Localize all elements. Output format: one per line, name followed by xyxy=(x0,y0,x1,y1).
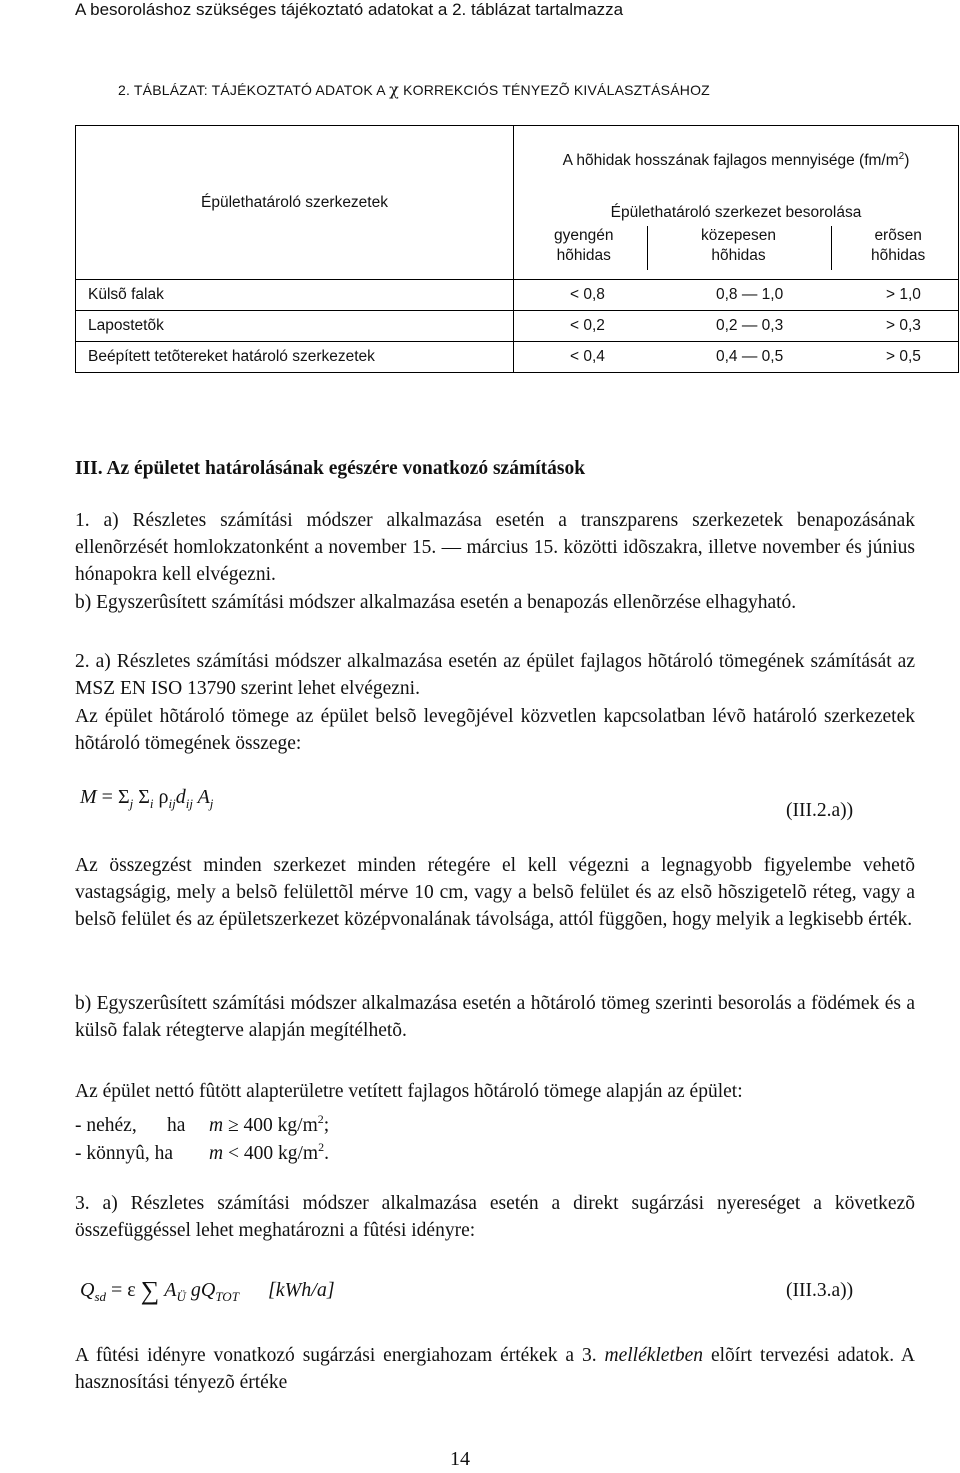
heavy-value: 400 kg/m xyxy=(243,1115,318,1136)
eq2-sub-u: Ü xyxy=(176,1289,186,1304)
paragraph-2d xyxy=(75,990,915,1044)
category-weak-l1: gyengén xyxy=(554,227,614,244)
eq2-gq: gQ xyxy=(190,1279,216,1301)
light-sup: 2 xyxy=(318,1140,325,1154)
table-caption-prefix: 2. TÁBLÁZAT: TÁJÉKOZTATÓ ADATOK A xyxy=(118,82,385,98)
eq2-unit: [kWh/a] xyxy=(267,1279,335,1301)
heavy-if: ha xyxy=(167,1115,186,1136)
eq-sum-i: Σ xyxy=(138,786,150,808)
light-value: 400 kg/m xyxy=(243,1143,319,1164)
category-medium xyxy=(701,226,776,266)
row-label: Külsõ falak xyxy=(76,280,514,311)
group-header-sup: 2 xyxy=(898,151,905,162)
category-medium-l2: hõhidas xyxy=(711,247,766,264)
paragraph-3a xyxy=(75,1190,915,1244)
group-header-end: ) xyxy=(904,152,910,170)
equation-solar xyxy=(80,1276,335,1306)
group-header xyxy=(514,151,958,170)
paragraph-3b-text xyxy=(75,1342,915,1396)
eq-lhs: M xyxy=(80,786,97,808)
col1-header: Épülethatároló szerkezetek xyxy=(76,126,514,280)
eq-sub-j: j xyxy=(209,796,214,811)
category-weak xyxy=(554,226,613,266)
group-header-text: A hõhidak hosszának fajlagos mennyisége (fm/m xyxy=(562,152,899,170)
paragraph-3a-text: 3. a) Részletes számítási módszer alkalmazása esetén a direkt sugárzási nyereséget a következõ összefüggéssel lehet meghatározni a fûtési idényre: xyxy=(75,1193,915,1241)
cell-strong: > 1,0 xyxy=(886,286,921,303)
category-strong-l1: erõsen xyxy=(874,227,922,244)
category-weak-l2: hõhidas xyxy=(556,247,611,264)
sub-header: Épülethatároló szerkezet besorolása xyxy=(610,204,862,221)
paragraph-2d-text: b) Egyszerûsített számítási módszer alkalmazása esetén a hõtároló tömeg szerinti besorolás a födémek és a külsõ falak rétegterve alapján megítélhetõ. xyxy=(75,993,915,1041)
p3b-em: mellékletben xyxy=(604,1345,704,1366)
eq2-equals: = xyxy=(111,1279,123,1301)
correction-table xyxy=(75,125,959,373)
cell-medium: 0,8 ― 1,0 xyxy=(716,286,784,303)
category-divider xyxy=(647,226,648,270)
paragraph-2a-text: 2. a) Részletes számítási módszer alkalmazása esetén az épület fajlagos hõtároló tömegének számítását az MSZ EN ISO 13790 szerint lehet elvégezni. xyxy=(75,651,915,699)
cell-strong: > 0,5 xyxy=(886,348,921,365)
category-divider xyxy=(831,226,832,270)
category-strong-l2: hõhidas xyxy=(871,247,926,264)
category-strong xyxy=(871,226,925,266)
eq-sum-j: Σ xyxy=(117,786,130,808)
p3b-post: elõírt tervezési adatok. A hasznosítási tényezõ értéke xyxy=(75,1345,915,1393)
eq-sub-j: j xyxy=(129,796,134,811)
paragraph-2e xyxy=(75,1078,915,1105)
equation-number-2: (III.3.a)) xyxy=(786,1280,854,1301)
heavy-op: ≥ xyxy=(227,1115,239,1136)
section-title: III. Az épületet határolásának egészére vonatkozó számítások xyxy=(75,458,586,479)
light-end: . xyxy=(324,1143,329,1164)
page-number: 14 xyxy=(450,1448,470,1470)
table-caption-suffix: KORREKCIÓS TÉNYEZÕ KIVÁLASZTÁSÁHOZ xyxy=(403,82,710,98)
p3b-pre: A fûtési idényre vonatkozó sugárzási energiahozam értékek a 3. xyxy=(75,1345,597,1366)
paragraph-1a-text: 1. a) Részletes számítási módszer alkalmazása esetén a transzparens szerkezetek benapozásának ellenõrzését homlokzatonként a november 15. ― március 15. közötti idõszakra, illetve november és június hónapokra kell elvégezni. xyxy=(75,510,915,585)
eq-d: d xyxy=(175,786,186,808)
row-label: Beépített tetõtereket határoló szerkezetek xyxy=(76,342,514,373)
paragraph-2c xyxy=(75,852,915,933)
heavy-end: ; xyxy=(323,1115,330,1136)
eq-sub-i: i xyxy=(149,796,154,811)
eq-sub-ij: ij xyxy=(185,796,193,811)
intro-line: A besoroláshoz szükséges tájékoztató adatokat a 2. táblázat tartalmazza xyxy=(75,0,624,19)
light-m: m xyxy=(209,1143,224,1164)
heavy-m: m xyxy=(209,1115,224,1136)
paragraph-2e-text: Az épület nettó fûtött alapterületre vetített fajlagos hõtároló tömege alapján az épület: xyxy=(75,1081,743,1102)
cell-weak: < 0,8 xyxy=(570,286,605,303)
light-line xyxy=(75,1134,329,1167)
chi-symbol: χ xyxy=(389,80,399,99)
heavy-sup: 2 xyxy=(317,1112,324,1126)
table-row xyxy=(76,280,959,311)
eq-equals: = xyxy=(101,786,113,808)
table-row xyxy=(76,311,959,342)
paragraph-2b-text: Az épület hõtároló tömege az épület belsõ levegõjével közvetlen kapcsolatban lévõ határoló szerkezetek hõtároló tömegének összege: xyxy=(75,706,915,754)
cell-medium: 0,2 ― 0,3 xyxy=(716,317,784,334)
eq-sub-ij: ij xyxy=(168,796,176,811)
paragraph-1b-text: b) Egyszerûsített számítási módszer alkalmazása esetén a benapozás ellenõrzése elhagyható. xyxy=(75,592,797,613)
paragraph-1a xyxy=(75,507,915,588)
row-label: Lapostetõk xyxy=(76,311,514,342)
row-values xyxy=(514,311,959,342)
eq2-sub-sd: sd xyxy=(94,1289,107,1304)
heavy-label: - nehéz, xyxy=(75,1115,137,1136)
paragraph-1b xyxy=(75,589,915,616)
cell-weak: < 0,2 xyxy=(570,317,605,334)
eq2-sub-tot: TOT xyxy=(215,1289,239,1304)
cell-weak: < 0,4 xyxy=(570,348,605,365)
eq2-a: A xyxy=(164,1279,177,1301)
eq2-sum: ∑ xyxy=(140,1276,160,1305)
light-op: < xyxy=(227,1143,239,1164)
group-header-cell xyxy=(514,126,959,280)
category-medium-l1: közepesen xyxy=(701,227,776,244)
equation-mass xyxy=(80,786,213,812)
row-values xyxy=(514,280,959,311)
paragraph-3b xyxy=(75,1342,915,1396)
table-row xyxy=(76,342,959,373)
eq-a: A xyxy=(197,786,210,808)
cell-medium: 0,4 ― 0,5 xyxy=(716,348,784,365)
eq2-epsilon: ε xyxy=(127,1279,136,1301)
paragraph-2a xyxy=(75,648,915,702)
paragraph-2b xyxy=(75,703,915,757)
eq2-q: Q xyxy=(80,1279,95,1301)
cell-strong: > 0,3 xyxy=(886,317,921,334)
light-label: - könnyû, ha xyxy=(75,1143,174,1164)
eq-rho: ρ xyxy=(158,786,169,808)
paragraph-2c-text: Az összegzést minden szerkezet minden rétegére el kell végezni a legnagyobb figyelembe vehetõ vastagságig, mely a belsõ felülettõl mérve 10 cm, vagy a belsõ felület és az elsõ hõszigetelõ réteg, vagy a belsõ felület és az épületszerkezet középvonalának távolsága, attól függõen, hogy melyik a legkisebb érték. xyxy=(75,855,915,930)
row-values xyxy=(514,342,959,373)
equation-number: (III.2.a)) xyxy=(786,800,854,821)
table-caption xyxy=(118,80,710,99)
